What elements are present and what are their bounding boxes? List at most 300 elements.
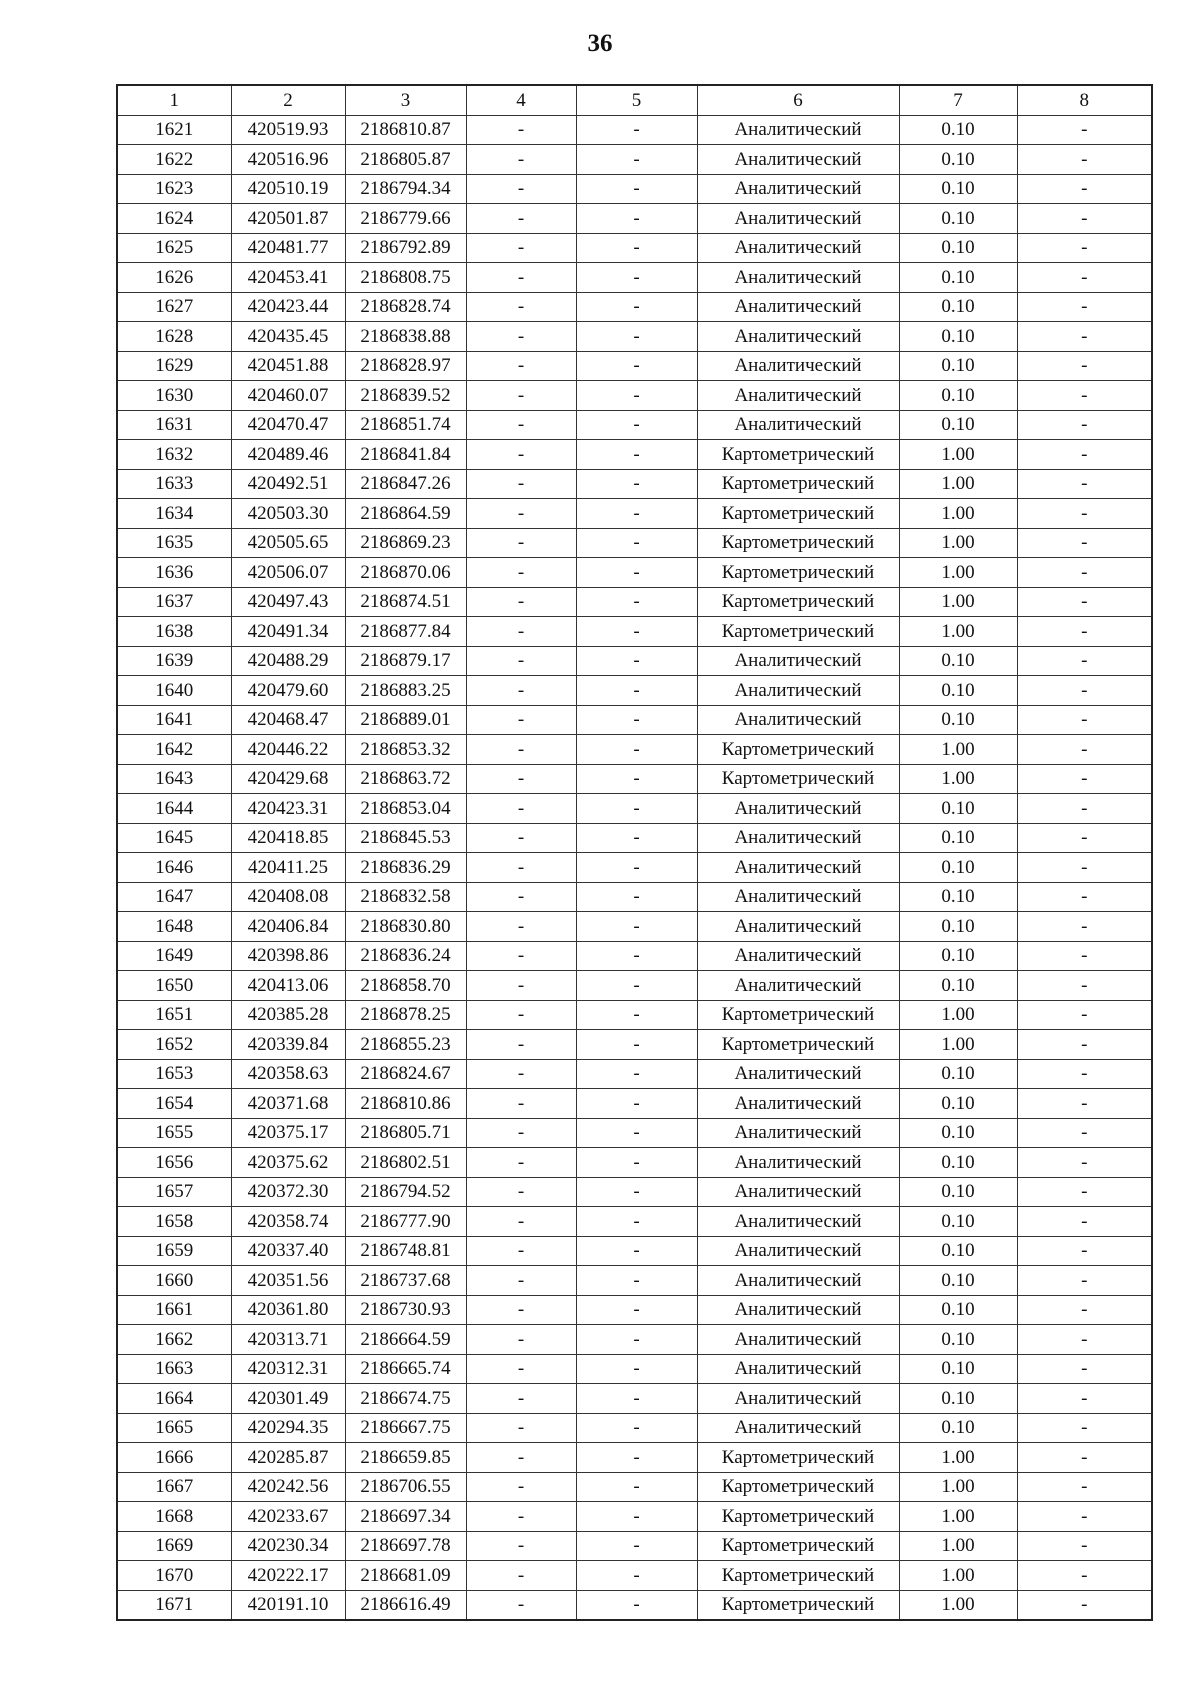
col4-cell: - xyxy=(466,440,576,470)
accuracy-cell: 0.10 xyxy=(899,381,1017,411)
table-row xyxy=(117,1118,1152,1148)
accuracy-cell: 1.00 xyxy=(899,1000,1017,1030)
x-coordinate-cell: 420489.46 xyxy=(231,440,345,470)
y-coordinate-cell: 2186870.06 xyxy=(345,558,466,588)
accuracy-cell: 0.10 xyxy=(899,263,1017,293)
col5-cell: - xyxy=(576,587,697,617)
col4-cell: - xyxy=(466,1089,576,1119)
point-number-cell: 1659 xyxy=(117,1236,231,1266)
col4-cell: - xyxy=(466,1443,576,1473)
x-coordinate-cell: 420233.67 xyxy=(231,1502,345,1532)
x-coordinate-cell: 420492.51 xyxy=(231,469,345,499)
x-coordinate-cell: 420516.96 xyxy=(231,145,345,175)
column-header-2: 2 xyxy=(231,85,345,115)
point-number-cell: 1623 xyxy=(117,174,231,204)
table-row xyxy=(117,410,1152,440)
accuracy-cell: 1.00 xyxy=(899,735,1017,765)
col4-cell: - xyxy=(466,646,576,676)
x-coordinate-cell: 420519.93 xyxy=(231,115,345,145)
col5-cell: - xyxy=(576,912,697,942)
accuracy-cell: 1.00 xyxy=(899,1531,1017,1561)
col5-cell: - xyxy=(576,794,697,824)
y-coordinate-cell: 2186810.87 xyxy=(345,115,466,145)
col8-cell: - xyxy=(1017,617,1152,647)
col5-cell: - xyxy=(576,263,697,293)
method-cell: Аналитический xyxy=(697,145,899,175)
y-coordinate-cell: 2186697.78 xyxy=(345,1531,466,1561)
point-number-cell: 1654 xyxy=(117,1089,231,1119)
table-row xyxy=(117,1207,1152,1237)
y-coordinate-cell: 2186664.59 xyxy=(345,1325,466,1355)
table-row xyxy=(117,381,1152,411)
col4-cell: - xyxy=(466,322,576,352)
table-row xyxy=(117,1384,1152,1414)
table-row xyxy=(117,558,1152,588)
col8-cell: - xyxy=(1017,1177,1152,1207)
col4-cell: - xyxy=(466,1502,576,1532)
table-row xyxy=(117,145,1152,175)
col5-cell: - xyxy=(576,1059,697,1089)
method-cell: Аналитический xyxy=(697,794,899,824)
table-row xyxy=(117,1295,1152,1325)
point-number-cell: 1647 xyxy=(117,882,231,912)
col5-cell: - xyxy=(576,764,697,794)
table-row xyxy=(117,292,1152,322)
column-header-7: 7 xyxy=(899,85,1017,115)
y-coordinate-cell: 2186706.55 xyxy=(345,1472,466,1502)
accuracy-cell: 1.00 xyxy=(899,587,1017,617)
col5-cell: - xyxy=(576,1118,697,1148)
x-coordinate-cell: 420358.74 xyxy=(231,1207,345,1237)
col8-cell: - xyxy=(1017,587,1152,617)
table-row xyxy=(117,794,1152,824)
table-row xyxy=(117,853,1152,883)
point-number-cell: 1643 xyxy=(117,764,231,794)
point-number-cell: 1668 xyxy=(117,1502,231,1532)
x-coordinate-cell: 420435.45 xyxy=(231,322,345,352)
accuracy-cell: 1.00 xyxy=(899,1561,1017,1591)
accuracy-cell: 1.00 xyxy=(899,469,1017,499)
col5-cell: - xyxy=(576,882,697,912)
y-coordinate-cell: 2186879.17 xyxy=(345,646,466,676)
col5-cell: - xyxy=(576,440,697,470)
page-number: 36 xyxy=(587,30,613,57)
accuracy-cell: 1.00 xyxy=(899,499,1017,529)
col5-cell: - xyxy=(576,558,697,588)
y-coordinate-cell: 2186864.59 xyxy=(345,499,466,529)
col5-cell: - xyxy=(576,1384,697,1414)
point-number-cell: 1638 xyxy=(117,617,231,647)
accuracy-cell: 0.10 xyxy=(899,1148,1017,1178)
table-row xyxy=(117,617,1152,647)
accuracy-cell: 1.00 xyxy=(899,558,1017,588)
method-cell: Аналитический xyxy=(697,705,899,735)
table-row xyxy=(117,1030,1152,1060)
table-row xyxy=(117,233,1152,263)
method-cell: Картометрический xyxy=(697,764,899,794)
table-row xyxy=(117,1531,1152,1561)
col5-cell: - xyxy=(576,1531,697,1561)
x-coordinate-cell: 420313.71 xyxy=(231,1325,345,1355)
col8-cell: - xyxy=(1017,1295,1152,1325)
point-number-cell: 1636 xyxy=(117,558,231,588)
col4-cell: - xyxy=(466,410,576,440)
point-number-cell: 1653 xyxy=(117,1059,231,1089)
method-cell: Аналитический xyxy=(697,292,899,322)
y-coordinate-cell: 2186681.09 xyxy=(345,1561,466,1591)
accuracy-cell: 0.10 xyxy=(899,1177,1017,1207)
accuracy-cell: 0.10 xyxy=(899,233,1017,263)
y-coordinate-cell: 2186853.32 xyxy=(345,735,466,765)
col4-cell: - xyxy=(466,145,576,175)
y-coordinate-cell: 2186878.25 xyxy=(345,1000,466,1030)
y-coordinate-cell: 2186802.51 xyxy=(345,1148,466,1178)
method-cell: Аналитический xyxy=(697,1354,899,1384)
accuracy-cell: 0.10 xyxy=(899,971,1017,1001)
x-coordinate-cell: 420497.43 xyxy=(231,587,345,617)
col5-cell: - xyxy=(576,853,697,883)
column-header-1: 1 xyxy=(117,85,231,115)
method-cell: Аналитический xyxy=(697,912,899,942)
point-number-cell: 1671 xyxy=(117,1590,231,1620)
accuracy-cell: 1.00 xyxy=(899,1502,1017,1532)
y-coordinate-cell: 2186858.70 xyxy=(345,971,466,1001)
method-cell: Аналитический xyxy=(697,1148,899,1178)
table-row xyxy=(117,351,1152,381)
col5-cell: - xyxy=(576,322,697,352)
table-row xyxy=(117,646,1152,676)
y-coordinate-cell: 2186674.75 xyxy=(345,1384,466,1414)
point-number-cell: 1639 xyxy=(117,646,231,676)
method-cell: Картометрический xyxy=(697,1030,899,1060)
point-number-cell: 1648 xyxy=(117,912,231,942)
accuracy-cell: 1.00 xyxy=(899,1443,1017,1473)
y-coordinate-cell: 2186889.01 xyxy=(345,705,466,735)
col8-cell: - xyxy=(1017,292,1152,322)
col4-cell: - xyxy=(466,1325,576,1355)
accuracy-cell: 0.10 xyxy=(899,1236,1017,1266)
x-coordinate-cell: 420468.47 xyxy=(231,705,345,735)
col4-cell: - xyxy=(466,1561,576,1591)
method-cell: Аналитический xyxy=(697,204,899,234)
accuracy-cell: 0.10 xyxy=(899,1354,1017,1384)
method-cell: Аналитический xyxy=(697,1413,899,1443)
table-row xyxy=(117,823,1152,853)
x-coordinate-cell: 420351.56 xyxy=(231,1266,345,1296)
col5-cell: - xyxy=(576,676,697,706)
col8-cell: - xyxy=(1017,1590,1152,1620)
method-cell: Аналитический xyxy=(697,676,899,706)
x-coordinate-cell: 420505.65 xyxy=(231,528,345,558)
col5-cell: - xyxy=(576,1590,697,1620)
coordinates-table xyxy=(116,84,1153,1621)
col4-cell: - xyxy=(466,587,576,617)
accuracy-cell: 0.10 xyxy=(899,646,1017,676)
y-coordinate-cell: 2186853.04 xyxy=(345,794,466,824)
method-cell: Картометрический xyxy=(697,499,899,529)
point-number-cell: 1633 xyxy=(117,469,231,499)
col5-cell: - xyxy=(576,410,697,440)
accuracy-cell: 0.10 xyxy=(899,1384,1017,1414)
method-cell: Аналитический xyxy=(697,1295,899,1325)
method-cell: Аналитический xyxy=(697,1236,899,1266)
y-coordinate-cell: 2186828.97 xyxy=(345,351,466,381)
col8-cell: - xyxy=(1017,410,1152,440)
column-header-4: 4 xyxy=(466,85,576,115)
col4-cell: - xyxy=(466,735,576,765)
col8-cell: - xyxy=(1017,1266,1152,1296)
table-body xyxy=(117,115,1152,1620)
col4-cell: - xyxy=(466,676,576,706)
method-cell: Аналитический xyxy=(697,351,899,381)
accuracy-cell: 1.00 xyxy=(899,528,1017,558)
col4-cell: - xyxy=(466,469,576,499)
y-coordinate-cell: 2186855.23 xyxy=(345,1030,466,1060)
x-coordinate-cell: 420371.68 xyxy=(231,1089,345,1119)
accuracy-cell: 1.00 xyxy=(899,440,1017,470)
col4-cell: - xyxy=(466,499,576,529)
accuracy-cell: 0.10 xyxy=(899,322,1017,352)
x-coordinate-cell: 420510.19 xyxy=(231,174,345,204)
table-row xyxy=(117,322,1152,352)
col8-cell: - xyxy=(1017,1413,1152,1443)
point-number-cell: 1640 xyxy=(117,676,231,706)
col8-cell: - xyxy=(1017,1472,1152,1502)
col5-cell: - xyxy=(576,646,697,676)
col8-cell: - xyxy=(1017,145,1152,175)
x-coordinate-cell: 420375.17 xyxy=(231,1118,345,1148)
col5-cell: - xyxy=(576,1502,697,1532)
point-number-cell: 1666 xyxy=(117,1443,231,1473)
col8-cell: - xyxy=(1017,351,1152,381)
col8-cell: - xyxy=(1017,971,1152,1001)
col5-cell: - xyxy=(576,174,697,204)
col5-cell: - xyxy=(576,1207,697,1237)
accuracy-cell: 1.00 xyxy=(899,764,1017,794)
col8-cell: - xyxy=(1017,823,1152,853)
table-row xyxy=(117,1561,1152,1591)
accuracy-cell: 1.00 xyxy=(899,1472,1017,1502)
x-coordinate-cell: 420230.34 xyxy=(231,1531,345,1561)
accuracy-cell: 0.10 xyxy=(899,351,1017,381)
table-row xyxy=(117,1413,1152,1443)
accuracy-cell: 0.10 xyxy=(899,941,1017,971)
col8-cell: - xyxy=(1017,440,1152,470)
col8-cell: - xyxy=(1017,735,1152,765)
y-coordinate-cell: 2186777.90 xyxy=(345,1207,466,1237)
y-coordinate-cell: 2186845.53 xyxy=(345,823,466,853)
col4-cell: - xyxy=(466,1030,576,1060)
table-row xyxy=(117,941,1152,971)
point-number-cell: 1641 xyxy=(117,705,231,735)
col8-cell: - xyxy=(1017,499,1152,529)
table-row xyxy=(117,735,1152,765)
accuracy-cell: 0.10 xyxy=(899,794,1017,824)
y-coordinate-cell: 2186665.74 xyxy=(345,1354,466,1384)
x-coordinate-cell: 420372.30 xyxy=(231,1177,345,1207)
x-coordinate-cell: 420301.49 xyxy=(231,1384,345,1414)
col8-cell: - xyxy=(1017,381,1152,411)
col8-cell: - xyxy=(1017,1118,1152,1148)
x-coordinate-cell: 420358.63 xyxy=(231,1059,345,1089)
col4-cell: - xyxy=(466,1384,576,1414)
x-coordinate-cell: 420285.87 xyxy=(231,1443,345,1473)
column-header-8: 8 xyxy=(1017,85,1152,115)
col8-cell: - xyxy=(1017,1236,1152,1266)
table-row xyxy=(117,1000,1152,1030)
col5-cell: - xyxy=(576,1413,697,1443)
table-row xyxy=(117,1177,1152,1207)
col4-cell: - xyxy=(466,617,576,647)
table-row xyxy=(117,1059,1152,1089)
x-coordinate-cell: 420398.86 xyxy=(231,941,345,971)
y-coordinate-cell: 2186836.24 xyxy=(345,941,466,971)
col5-cell: - xyxy=(576,1354,697,1384)
col8-cell: - xyxy=(1017,115,1152,145)
table-row xyxy=(117,469,1152,499)
col4-cell: - xyxy=(466,912,576,942)
table-row xyxy=(117,1590,1152,1620)
table-row xyxy=(117,115,1152,145)
col8-cell: - xyxy=(1017,1502,1152,1532)
y-coordinate-cell: 2186792.89 xyxy=(345,233,466,263)
y-coordinate-cell: 2186874.51 xyxy=(345,587,466,617)
col4-cell: - xyxy=(466,1413,576,1443)
table-row xyxy=(117,263,1152,293)
col8-cell: - xyxy=(1017,941,1152,971)
x-coordinate-cell: 420506.07 xyxy=(231,558,345,588)
x-coordinate-cell: 420423.31 xyxy=(231,794,345,824)
table-row xyxy=(117,705,1152,735)
method-cell: Картометрический xyxy=(697,1443,899,1473)
method-cell: Картометрический xyxy=(697,440,899,470)
table-row xyxy=(117,1354,1152,1384)
col5-cell: - xyxy=(576,705,697,735)
col4-cell: - xyxy=(466,1148,576,1178)
col8-cell: - xyxy=(1017,882,1152,912)
method-cell: Аналитический xyxy=(697,1384,899,1414)
point-number-cell: 1662 xyxy=(117,1325,231,1355)
y-coordinate-cell: 2186832.58 xyxy=(345,882,466,912)
x-coordinate-cell: 420503.30 xyxy=(231,499,345,529)
col4-cell: - xyxy=(466,115,576,145)
x-coordinate-cell: 420451.88 xyxy=(231,351,345,381)
col4-cell: - xyxy=(466,1000,576,1030)
method-cell: Картометрический xyxy=(697,1561,899,1591)
col5-cell: - xyxy=(576,145,697,175)
col4-cell: - xyxy=(466,1590,576,1620)
col4-cell: - xyxy=(466,558,576,588)
col5-cell: - xyxy=(576,1561,697,1591)
y-coordinate-cell: 2186828.74 xyxy=(345,292,466,322)
accuracy-cell: 0.10 xyxy=(899,115,1017,145)
y-coordinate-cell: 2186869.23 xyxy=(345,528,466,558)
method-cell: Аналитический xyxy=(697,1059,899,1089)
table-row xyxy=(117,882,1152,912)
accuracy-cell: 0.10 xyxy=(899,853,1017,883)
col8-cell: - xyxy=(1017,794,1152,824)
col8-cell: - xyxy=(1017,1000,1152,1030)
point-number-cell: 1629 xyxy=(117,351,231,381)
accuracy-cell: 0.10 xyxy=(899,1413,1017,1443)
col4-cell: - xyxy=(466,1118,576,1148)
col8-cell: - xyxy=(1017,1325,1152,1355)
col4-cell: - xyxy=(466,1472,576,1502)
col4-cell: - xyxy=(466,1236,576,1266)
point-number-cell: 1631 xyxy=(117,410,231,440)
col5-cell: - xyxy=(576,735,697,765)
x-coordinate-cell: 420460.07 xyxy=(231,381,345,411)
col4-cell: - xyxy=(466,263,576,293)
method-cell: Аналитический xyxy=(697,233,899,263)
col5-cell: - xyxy=(576,469,697,499)
accuracy-cell: 0.10 xyxy=(899,1266,1017,1296)
column-header-3: 3 xyxy=(345,85,466,115)
accuracy-cell: 0.10 xyxy=(899,705,1017,735)
method-cell: Аналитический xyxy=(697,971,899,1001)
accuracy-cell: 0.10 xyxy=(899,1059,1017,1089)
col5-cell: - xyxy=(576,1236,697,1266)
col4-cell: - xyxy=(466,204,576,234)
col4-cell: - xyxy=(466,233,576,263)
table-row xyxy=(117,971,1152,1001)
method-cell: Аналитический xyxy=(697,882,899,912)
table-row xyxy=(117,499,1152,529)
point-number-cell: 1621 xyxy=(117,115,231,145)
y-coordinate-cell: 2186810.86 xyxy=(345,1089,466,1119)
method-cell: Аналитический xyxy=(697,1207,899,1237)
col4-cell: - xyxy=(466,351,576,381)
accuracy-cell: 0.10 xyxy=(899,145,1017,175)
y-coordinate-cell: 2186667.75 xyxy=(345,1413,466,1443)
method-cell: Аналитический xyxy=(697,381,899,411)
method-cell: Аналитический xyxy=(697,941,899,971)
col4-cell: - xyxy=(466,764,576,794)
col5-cell: - xyxy=(576,971,697,1001)
table-header-row xyxy=(117,85,1152,115)
col8-cell: - xyxy=(1017,1148,1152,1178)
point-number-cell: 1627 xyxy=(117,292,231,322)
col8-cell: - xyxy=(1017,528,1152,558)
point-number-cell: 1664 xyxy=(117,1384,231,1414)
col5-cell: - xyxy=(576,1325,697,1355)
accuracy-cell: 1.00 xyxy=(899,1030,1017,1060)
col4-cell: - xyxy=(466,941,576,971)
col8-cell: - xyxy=(1017,912,1152,942)
col5-cell: - xyxy=(576,381,697,411)
col5-cell: - xyxy=(576,1472,697,1502)
point-number-cell: 1660 xyxy=(117,1266,231,1296)
accuracy-cell: 0.10 xyxy=(899,174,1017,204)
x-coordinate-cell: 420385.28 xyxy=(231,1000,345,1030)
col4-cell: - xyxy=(466,1059,576,1089)
point-number-cell: 1628 xyxy=(117,322,231,352)
method-cell: Картометрический xyxy=(697,1502,899,1532)
col5-cell: - xyxy=(576,1000,697,1030)
column-header-6: 6 xyxy=(697,85,899,115)
col5-cell: - xyxy=(576,292,697,322)
col5-cell: - xyxy=(576,1295,697,1325)
y-coordinate-cell: 2186697.34 xyxy=(345,1502,466,1532)
point-number-cell: 1646 xyxy=(117,853,231,883)
col4-cell: - xyxy=(466,1354,576,1384)
point-number-cell: 1657 xyxy=(117,1177,231,1207)
col8-cell: - xyxy=(1017,174,1152,204)
point-number-cell: 1650 xyxy=(117,971,231,1001)
table-row xyxy=(117,1443,1152,1473)
col8-cell: - xyxy=(1017,646,1152,676)
table-row xyxy=(117,1502,1152,1532)
